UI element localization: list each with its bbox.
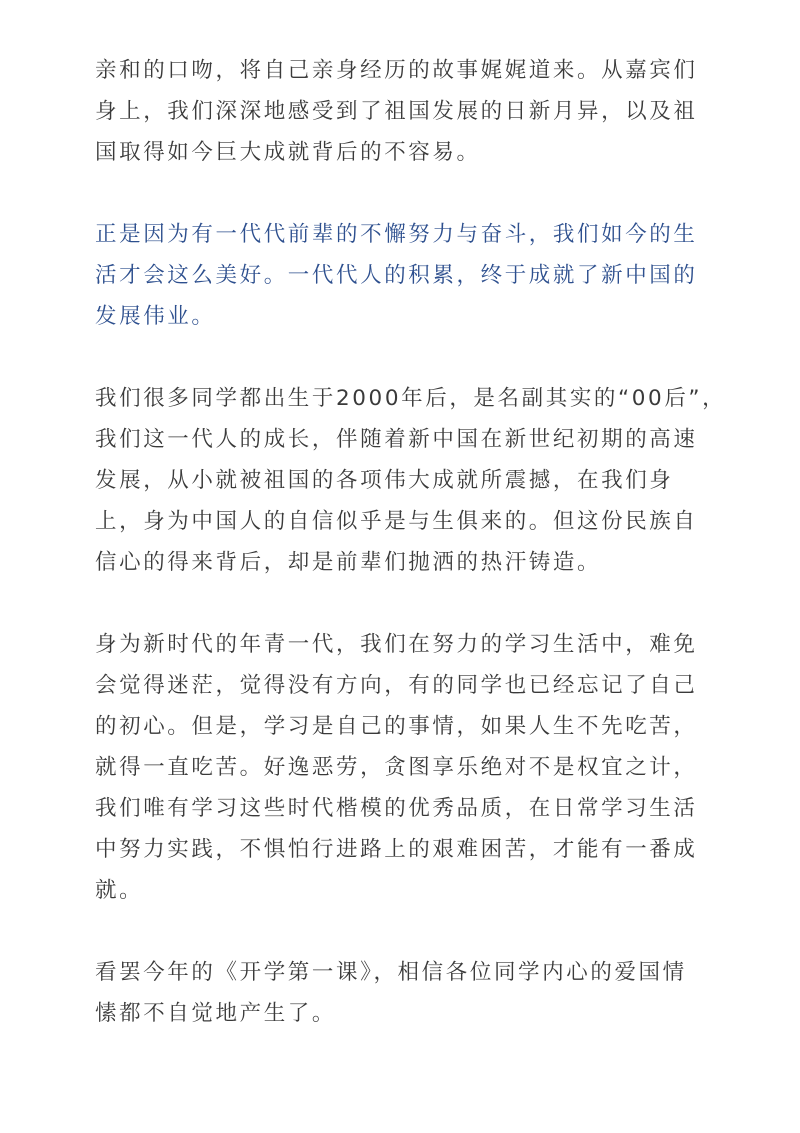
paragraph-generation-00 bbox=[95, 378, 726, 583]
paragraph-line: 我们很多同学都出生于2000年后，是名副其实的“00后”， bbox=[95, 386, 727, 411]
paragraph-line: 活才会这么美好。一代代人的积累，终于成就了新中国的 bbox=[95, 263, 698, 288]
paragraph-line: 亲和的口吻，将自己亲身经历的故事娓娓道来。从嘉宾们 bbox=[95, 58, 698, 83]
paragraph-line: 我们这一代人的成长，伴随着新中国在新世纪初期的高速 bbox=[95, 427, 698, 452]
paragraph-new-era-youth bbox=[95, 624, 698, 911]
paragraph-line: 就。 bbox=[95, 878, 144, 903]
paragraph-first-lesson bbox=[95, 952, 687, 1034]
paragraph-line: 身为新时代的年青一代，我们在努力的学习生活中，难免 bbox=[95, 632, 698, 657]
paragraph-line: 上，身为中国人的自信似乎是与生俱来的。但这份民族自 bbox=[95, 509, 698, 534]
highlighted-paragraph bbox=[95, 214, 698, 337]
paragraph-line: 愫都不自觉地产生了。 bbox=[95, 1001, 337, 1026]
paragraph-line: 中努力实践，不惧怕行进路上的艰难困苦，才能有一番成 bbox=[95, 837, 698, 862]
paragraph-line: 会觉得迷茫，觉得没有方向，有的同学也已经忘记了自己 bbox=[95, 673, 698, 698]
paragraph-line: 看罢今年的《开学第一课》，相信各位同学内心的爱国情 bbox=[95, 960, 687, 985]
paragraph-line: 正是因为有一代代前辈的不懈努力与奋斗，我们如今的生 bbox=[95, 222, 698, 247]
paragraph-line: 发展伟业。 bbox=[95, 304, 216, 329]
paragraph-line: 身上，我们深深地感受到了祖国发展的日新月异，以及祖 bbox=[95, 99, 698, 124]
paragraph-line: 发展，从小就被祖国的各项伟大成就所震撼，在我们身 bbox=[95, 468, 674, 493]
paragraph-line: 我们唯有学习这些时代楷模的优秀品质，在日常学习生活 bbox=[95, 796, 698, 821]
paragraph-guests-stories bbox=[95, 50, 698, 173]
paragraph-line: 的初心。但是，学习是自己的事情，如果人生不先吃苦， bbox=[95, 714, 698, 739]
paragraph-line: 国取得如今巨大成就背后的不容易。 bbox=[95, 140, 481, 165]
paragraph-line: 信心的得来背后，却是前辈们抛洒的热汗铸造。 bbox=[95, 550, 602, 575]
paragraph-line: 就得一直吃苦。好逸恶劳，贪图享乐绝对不是权宜之计， bbox=[95, 755, 698, 780]
